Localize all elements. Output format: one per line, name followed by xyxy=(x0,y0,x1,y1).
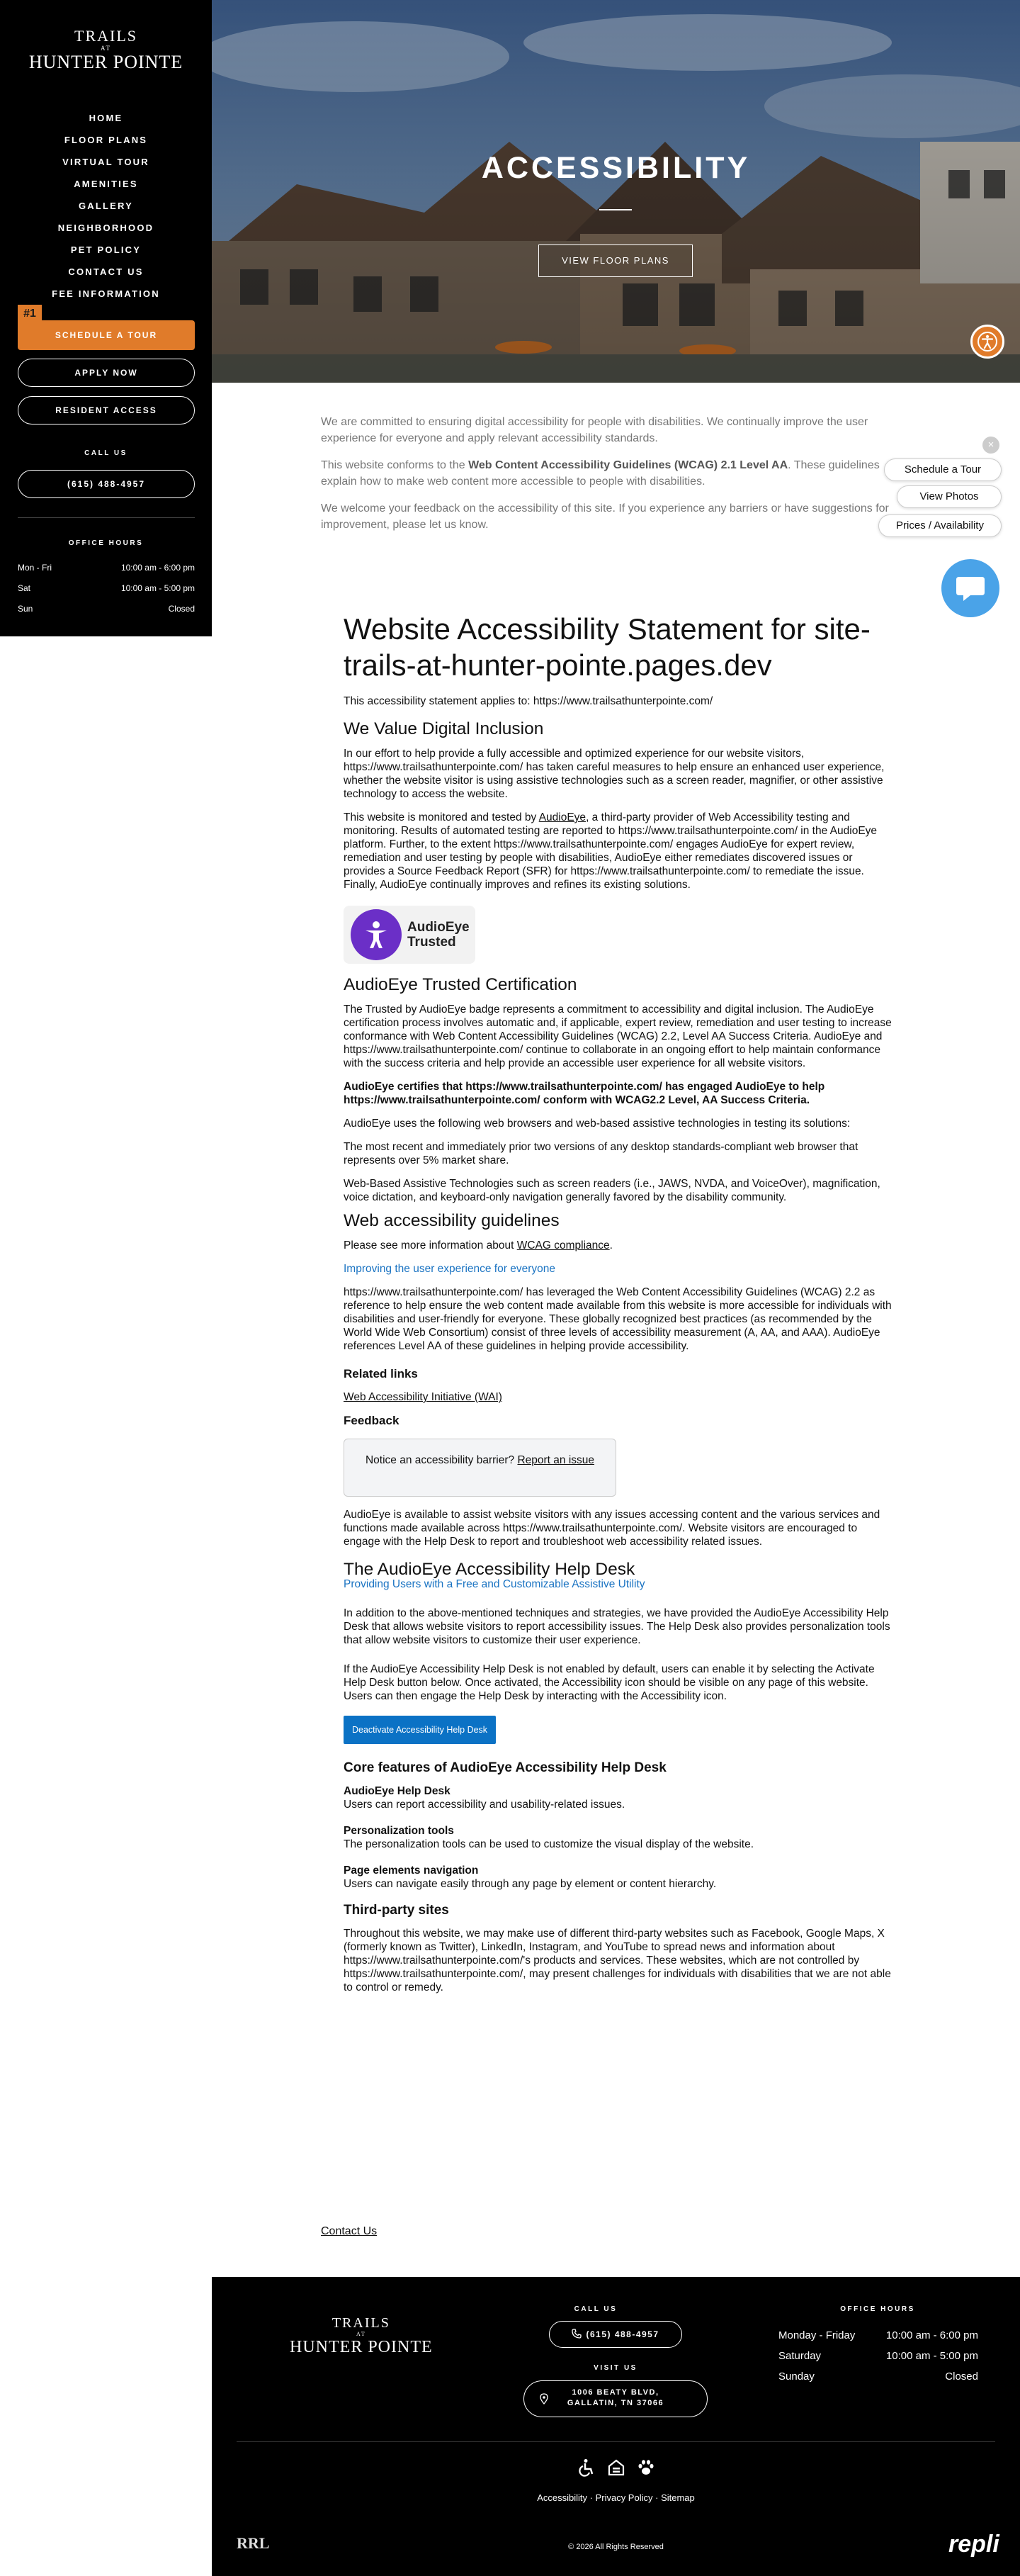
rrl-logo[interactable]: RRL xyxy=(237,2534,270,2552)
related-links-heading: Related links xyxy=(344,1367,418,1380)
feedback-heading: Feedback xyxy=(344,1414,400,1427)
accessibility-statement xyxy=(344,611,892,2004)
intro-text-run: This website conforms to the xyxy=(321,459,469,471)
text-run: Please see more information about xyxy=(344,1239,517,1252)
footer-badges xyxy=(212,2458,1020,2477)
contact-us-link[interactable]: Contact Us xyxy=(321,2225,378,2237)
widget-schedule-tour-button[interactable]: Schedule a Tour xyxy=(884,459,1002,481)
hours-day: Sat xyxy=(18,583,31,593)
hours-row xyxy=(18,599,195,619)
feature-desc: Users can navigate easily through any page by element or content hierarchy. xyxy=(344,1878,717,1890)
footer-visit-label: VISIT US xyxy=(594,2364,638,2372)
resident-access-button[interactable]: RESIDENT ACCESS xyxy=(18,396,195,424)
phone-icon xyxy=(572,2329,582,2339)
logo-line-3: HUNTER POINTE xyxy=(28,52,183,72)
hours-time: 10:00 am - 5:00 pm xyxy=(885,2350,978,2362)
nav-fee-information[interactable]: FEE INFORMATION xyxy=(52,288,160,299)
feature-item xyxy=(344,1864,892,1891)
intro-text-run: . These guidelines explain how to make web content more accessible to people with disabilities. xyxy=(321,459,880,488)
hero-banner xyxy=(212,0,1020,383)
page-title: ACCESSIBILITY xyxy=(481,151,751,185)
logo-line-3: HUNTER POINTE xyxy=(290,2338,433,2356)
chat-button[interactable] xyxy=(941,559,999,617)
hours-time: Closed xyxy=(168,604,195,614)
intro-text xyxy=(321,414,909,544)
map-pin-icon xyxy=(540,2393,548,2405)
footer-phone-number: (615) 488-4957 xyxy=(586,2329,659,2339)
trusted-line-2: Trusted xyxy=(407,935,456,950)
inclusion-paragraph-2 xyxy=(344,811,892,892)
nav-gallery[interactable]: GALLERY xyxy=(78,201,134,211)
assistive-tech-paragraph: Web-Based Assistive Technologies such as screen readers (i.e., JAWS, NVDA, and VoiceOver), magnification, voice dictation, and keyboard-only navigation generally favored by the disability community. xyxy=(344,1178,880,1203)
text-run: This website is monitored and tested by xyxy=(344,811,539,823)
repli-logo[interactable]: repli xyxy=(948,2531,999,2558)
nav-contact-us[interactable]: CONTACT US xyxy=(68,266,144,277)
hours-day: Sunday xyxy=(778,2370,815,2383)
section-heading-certification: AudioEye Trusted Certification xyxy=(344,975,577,994)
feature-item xyxy=(344,1784,892,1811)
pet-friendly-icon xyxy=(637,2458,655,2477)
browsers-intro: AudioEye uses the following web browsers and web-based assistive technologies in testing its solutions: xyxy=(344,1118,851,1130)
hours-row xyxy=(18,558,195,578)
footer-call-label: CALL US xyxy=(574,2305,618,2313)
intro-paragraph-1: We are committed to ensuring digital accessibility for people with disabilities. We continually improve the user experience for everyone and apply relevant accessibility standards. xyxy=(321,416,868,444)
footer-address-button[interactable] xyxy=(523,2380,708,2417)
certification-paragraph: The Trusted by AudioEye badge represents a commitment to accessibility and digital inclusion. The AudioEye certification process involves automatic and, if applicable, expert review, remediation and user testing to increase conformance with Web Content Accessibility Guidelines (WCAG) 2.2, Level AA Success Criteria. AudioEye and https://www.trailsathunterpointe.com/ continue to collaborate in an ongoing effort to help maintain conformance with the success criteria and help provide an accessible user experience for all website visitors. xyxy=(344,1003,892,1069)
footer-phone-button[interactable] xyxy=(549,2321,682,2348)
feature-title: Personalization tools xyxy=(344,1825,454,1837)
logo-line-2: AT xyxy=(356,2331,366,2337)
wai-link[interactable]: Web Accessibility Initiative (WAI) xyxy=(344,1391,502,1403)
address-line-1: 1006 BEATY BLVD, xyxy=(572,2388,659,2397)
sidebar-phone-button[interactable]: (615) 488-4957 xyxy=(18,470,195,498)
available-paragraph: AudioEye is available to assist website visitors with any issues accessing content and the various services and functions made available across https://www.trailsathunterpointe.com/. Website visitors are encouraged to engage with the Help Desk to report and troubleshoot web accessibility related issues. xyxy=(344,1509,880,1548)
feature-title: AudioEye Help Desk xyxy=(344,1785,450,1797)
features-list xyxy=(344,1784,892,1891)
site-footer xyxy=(212,2277,1020,2576)
feature-desc: Users can report accessibility and usability-related issues. xyxy=(344,1799,625,1811)
title-underline xyxy=(599,209,632,210)
improving-subheading: Improving the user experience for everyone xyxy=(344,1263,555,1275)
hours-row xyxy=(778,2325,978,2346)
call-us-label: CALL US xyxy=(84,449,128,457)
wcag-compliance-link[interactable]: WCAG compliance xyxy=(516,1239,610,1252)
nav-pet-policy[interactable]: PET POLICY xyxy=(70,244,142,255)
nav-floor-plans[interactable]: FLOOR PLANS xyxy=(64,135,148,145)
hours-row xyxy=(778,2366,978,2387)
leveraged-paragraph: https://www.trailsathunterpointe.com/ has leveraged the Web Content Accessibility Guidelines (WCAG) 2.2 as reference to help ensure the web content made available from this website is more accessible for individuals with disabilities and user-friendly for everyone. These globally recognized best practices (as recommended by the World Wide Web Consortium) consist of three levels of accessibility measurement (A, AA, and AAA). AudioEye references Level AA of these guidelines in helping provide accessibility. xyxy=(344,1286,892,1352)
copyright-text: © 2026 All Rights Reserved xyxy=(568,2543,664,2551)
hours-day: Sun xyxy=(18,604,33,614)
hero-image xyxy=(212,0,1020,383)
apply-now-button[interactable]: APPLY NOW xyxy=(18,359,195,387)
intro-paragraph-2 xyxy=(321,457,909,490)
schedule-tour-button[interactable]: SCHEDULE A TOUR xyxy=(18,320,195,350)
trusted-line-1: AudioEye xyxy=(407,920,470,935)
hours-day: Mon - Fri xyxy=(18,563,52,573)
report-issue-link[interactable]: Report an issue xyxy=(517,1454,595,1466)
feature-item xyxy=(344,1824,892,1851)
footer-sitemap-link[interactable]: Sitemap xyxy=(661,2492,695,2503)
link-separator: · xyxy=(652,2492,662,2503)
audioeye-link[interactable]: AudioEye xyxy=(538,811,586,823)
footer-hours-label: OFFICE HOURS xyxy=(840,2305,915,2313)
certification-bold-paragraph: AudioEye certifies that https://www.trailsathunterpointe.com/ has engaged AudioEye to help https://www.trailsathunterpointe.com/ conform with WCAG2.2 Level, AA Success Criteria. xyxy=(344,1081,825,1106)
footer-divider xyxy=(237,2441,995,2442)
nav-virtual-tour[interactable]: VIRTUAL TOUR xyxy=(62,157,149,167)
feature-title: Page elements navigation xyxy=(344,1864,479,1877)
footer-accessibility-link[interactable]: Accessibility xyxy=(537,2492,588,2503)
hours-row xyxy=(18,578,195,599)
main-nav xyxy=(0,107,212,305)
helpdesk-paragraph-1: In addition to the above-mentioned techniques and strategies, we have provided the AudioEye Accessibility Help Desk that allows website visitors to report accessibility issues. The Help Desk also provides personalization tools that allow website visitors to customize their user experience. xyxy=(344,1607,890,1646)
logo-line-2: AT xyxy=(101,45,111,52)
sidebar xyxy=(0,0,212,636)
inclusion-paragraph-1: In our effort to help provide a fully accessible and optimized experience for our website visitors, https://www.trailsathunterpointe.com/ has taken careful measures to help ensure an enhanced user experience, whether the website visitor is using assistive technologies such as a screen reader, magnifier, or other assistive technology to access the website. xyxy=(344,748,885,800)
deactivate-helpdesk-button[interactable]: Deactivate Accessibility Help Desk xyxy=(344,1716,496,1744)
logo-line-1: TRAILS xyxy=(332,2315,390,2331)
hours-day: Monday - Friday xyxy=(778,2329,856,2341)
sidebar-divider xyxy=(18,517,195,518)
third-party-heading: Third-party sites xyxy=(344,1903,449,1918)
nav-home[interactable]: HOME xyxy=(89,113,123,123)
hours-time: Closed xyxy=(945,2370,978,2383)
text-run: , a third-party provider of Web Accessibility testing and monitoring. Results of automated testing are reported to https://www.trailsathunterpointe.com/ in the AudioEye platform. Further, to the extent https://www.trailsathunterpointe.com/ engages AudioEye for expert review, remediation and user testing by people with disabilities, AudioEye either remediates discovered issues or provides a Source Feedback Report (SFR) for https://www.trailsathunterpointe.com/ to remediate the issue. Finally, AudioEye continually improves and refines its existing solutions. xyxy=(344,811,878,891)
hours-row xyxy=(778,2346,978,2366)
address-line-2: GALLATIN, TN 37066 xyxy=(567,2399,664,2407)
applies-to-text: This accessibility statement applies to: https://www.trailsathunterpointe.com/ xyxy=(344,695,713,707)
equal-housing-icon xyxy=(607,2458,625,2477)
link-separator: · xyxy=(587,2492,596,2503)
office-hours-list xyxy=(18,558,195,619)
hours-time: 10:00 am - 6:00 pm xyxy=(120,563,195,573)
section-heading-helpdesk: The AudioEye Accessibility Help Desk xyxy=(344,1560,635,1579)
audioeye-trusted-badge[interactable] xyxy=(344,906,475,964)
footer-privacy-link[interactable]: Privacy Policy xyxy=(595,2492,653,2503)
brand-logo[interactable] xyxy=(0,28,212,72)
chat-icon xyxy=(955,574,986,602)
view-floor-plans-button[interactable]: VIEW FLOOR PLANS xyxy=(538,244,693,277)
core-features-heading: Core features of AudioEye Accessibility Help Desk xyxy=(344,1760,667,1775)
statement-title: Website Accessibility Statement for site-trails-at-hunter-pointe.pages.dev xyxy=(344,612,871,682)
hours-time: 10:00 am - 5:00 pm xyxy=(120,583,195,593)
helpdesk-subheading: Providing Users with a Free and Customizable Assistive Utility xyxy=(344,1578,645,1590)
footer-links xyxy=(212,2492,1020,2503)
browsers-paragraph: The most recent and immediately prior two versions of any desktop standards-compliant web browser that represents over 5% market share. xyxy=(344,1141,858,1166)
accessibility-icon xyxy=(977,331,998,352)
helpdesk-paragraph-2: If the AudioEye Accessibility Help Desk is not enabled by default, users can enable it by selecting the Activate Help Desk button below. Once activated, the Accessibility icon should be visible on any page of this website. Users can then engage the Help Desk by interacting with the Accessibility icon. xyxy=(344,1663,875,1702)
more-info-paragraph xyxy=(344,1239,892,1252)
report-issue-box xyxy=(344,1439,616,1497)
footer-hours-list xyxy=(778,2325,978,2387)
intro-paragraph-3: We welcome your feedback on the accessibility of this site. If you experience any barriers or have suggestions for improvement, please let us know. xyxy=(321,502,889,531)
hours-time: 10:00 am - 6:00 pm xyxy=(885,2329,978,2341)
widget-prices-availability-button[interactable]: Prices / Availability xyxy=(878,514,1002,537)
hours-day: Saturday xyxy=(778,2350,822,2362)
trusted-badge-label xyxy=(407,920,470,950)
close-widget-icon[interactable]: × xyxy=(982,437,999,454)
accessibility-toggle-button[interactable] xyxy=(970,325,1004,359)
number-one-badge: #1 xyxy=(18,305,42,323)
wcag-standard-text: Web Content Accessibility Guidelines (WCAG) 2.1 Level AA xyxy=(468,459,788,471)
third-party-paragraph: Throughout this website, we may make use of different third-party websites such as Facebook, Google Maps, X (formerly known as Twitter), LinkedIn, Instagram, and YouTube to spread news and information about https://www.trailsathunterpointe.com/'s products and services. These websites, which are not controlled by https://www.trailsathunterpointe.com/, may present challenges for individuals with disabilities that we are not able to control or remedy. xyxy=(344,1928,891,1993)
nav-neighborhood[interactable]: NEIGHBORHOOD xyxy=(57,223,154,233)
audioeye-person-icon xyxy=(351,909,402,960)
feature-desc: The personalization tools can be used to customize the visual display of the website. xyxy=(344,1838,754,1850)
office-hours-label: OFFICE HOURS xyxy=(68,539,144,547)
report-prompt: Notice an accessibility barrier? xyxy=(365,1454,518,1466)
section-heading-guidelines: Web accessibility guidelines xyxy=(344,1211,560,1230)
footer-logo[interactable] xyxy=(290,2316,433,2356)
wheelchair-icon xyxy=(577,2458,596,2477)
section-heading-inclusion: We Value Digital Inclusion xyxy=(344,719,544,738)
logo-line-1: TRAILS xyxy=(74,27,137,45)
text-run: . xyxy=(609,1239,613,1252)
nav-amenities[interactable]: AMENITIES xyxy=(74,179,138,189)
widget-view-photos-button[interactable]: View Photos xyxy=(897,485,1002,508)
